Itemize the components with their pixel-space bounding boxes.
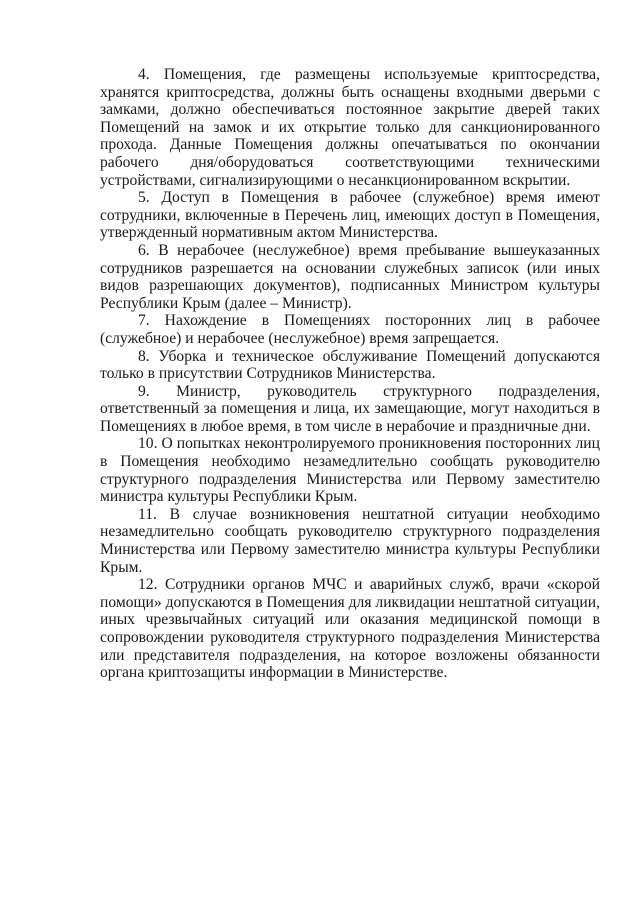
document-page — [100, 66, 600, 682]
paragraph-item-7: 7. Нахождение в Помещениях посторонних лиц в рабочее (служебное) и нерабочее (неслужебное) время запрещается. — [100, 312, 600, 347]
paragraph-item-12: 12. Сотрудники органов МЧС и аварийных служб, врачи «скорой помощи» допускаются в Помещения для ликвидации нештатной ситуации, иных чрезвычайных ситуаций или оказания медицинской помощи в сопровождении руководителя структурного подразделения Министерства или представителя подразделения, на которое возложены обязанности органа криптозащиты информации в Министерстве. — [100, 576, 600, 682]
paragraph-item-10: 10. О попытках неконтролируемого проникновения посторонних лиц в Помещения необходимо незамедлительно сообщать руководителю структурного подразделения Министерства или Первому заместителю министра культуры Республики Крым. — [100, 435, 600, 506]
paragraph-item-5: 5. Доступ в Помещения в рабочее (служебное) время имеют сотрудники, включенные в Перечень лиц, имеющих доступ в Помещения, утвержденный нормативным актом Министерства. — [100, 189, 600, 242]
paragraph-item-9: 9. Министр, руководитель структурного подразделения, ответственный за помещения и лица, их замещающие, могут находиться в Помещениях в любое время, в том числе в нерабочие и праздничные дни. — [100, 382, 600, 435]
paragraph-item-11: 11. В случае возникновения нештатной ситуации необходимо незамедлительно сообщать руководителю структурного подразделения Министерства или Первому заместителю министра культуры Республики Крым. — [100, 505, 600, 576]
paragraph-item-8: 8. Уборка и техническое обслуживание Помещений допускаются только в присутствии Сотрудников Министерства. — [100, 347, 600, 383]
paragraph-item-4: 4. Помещения, где размещены используемые криптосредства, хранятся криптосредства, должны быть оснащены входными дверьми с замками, должно обеспечиваться постоянное закрытие дверей таких Помещений на замок и их открытие только для санкционированного прохода. Данные Помещения должны опечатываться по окончании рабочего дня/оборудоваться соответствующими техническими устройствами, сигнализирующими о несанкционированном вскрытии. — [100, 66, 600, 189]
paragraph-item-6: 6. В нерабочее (неслужебное) время пребывание вышеуказанных сотрудников разрешается на основании служебных записок (или иных видов разрешающих документов), подписанных Министром культуры Республики Крым (далее – Министр). — [100, 241, 600, 312]
